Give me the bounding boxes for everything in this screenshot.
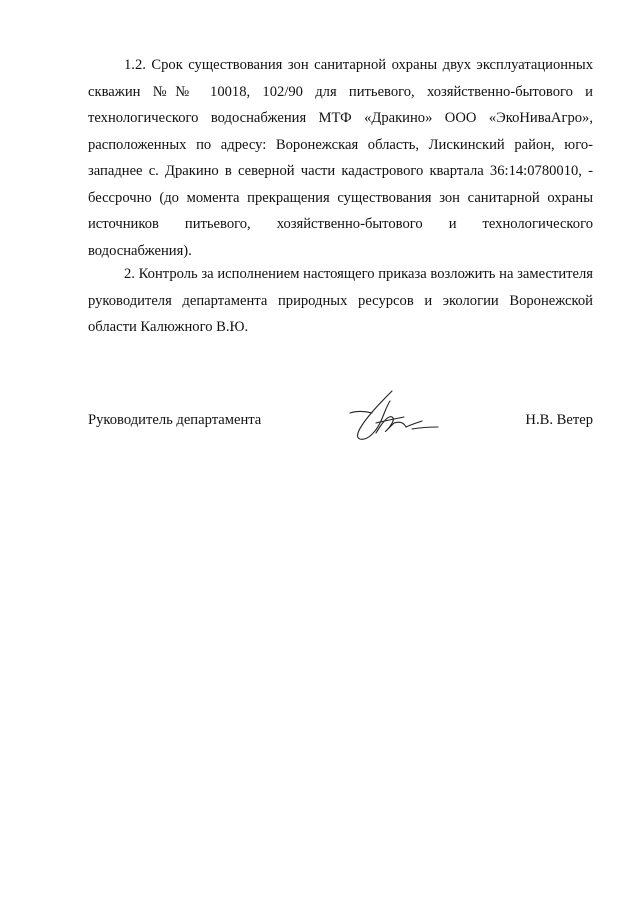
signatory-name: Н.В. Ветер <box>525 412 593 428</box>
paragraph-term <box>88 52 593 264</box>
paragraph-term-text: 1.2. Срок существования зон санитарной охраны двух эксплуатационных скважин №№ 10018, 102/90 для питьевого, хозяйственно-бытового и технологического водоснабжения МТФ «Дракино» ООО «ЭкоНиваАгро», расположенных по адресу: Воронежская область, Лискинский район, юго-западнее с. Дракино в северной части кадастрового квартала 36:14:0780010, - бессрочно (до момента прекращения существования зон санитарной охраны источников питьевого, хозяйственно-бытового и технологического водоснабжения). <box>88 57 593 259</box>
paragraph-control <box>88 261 593 341</box>
signature-block <box>88 412 593 442</box>
signatory-title: Руководитель департамента <box>88 412 262 428</box>
paragraph-control-text: 2. Контроль за исполнением настоящего приказа возложить на заместителя руководителя департамента природных ресурсов и экологии Воронежской области Калюжного В.Ю. <box>88 266 593 335</box>
handwritten-signature <box>346 387 446 449</box>
